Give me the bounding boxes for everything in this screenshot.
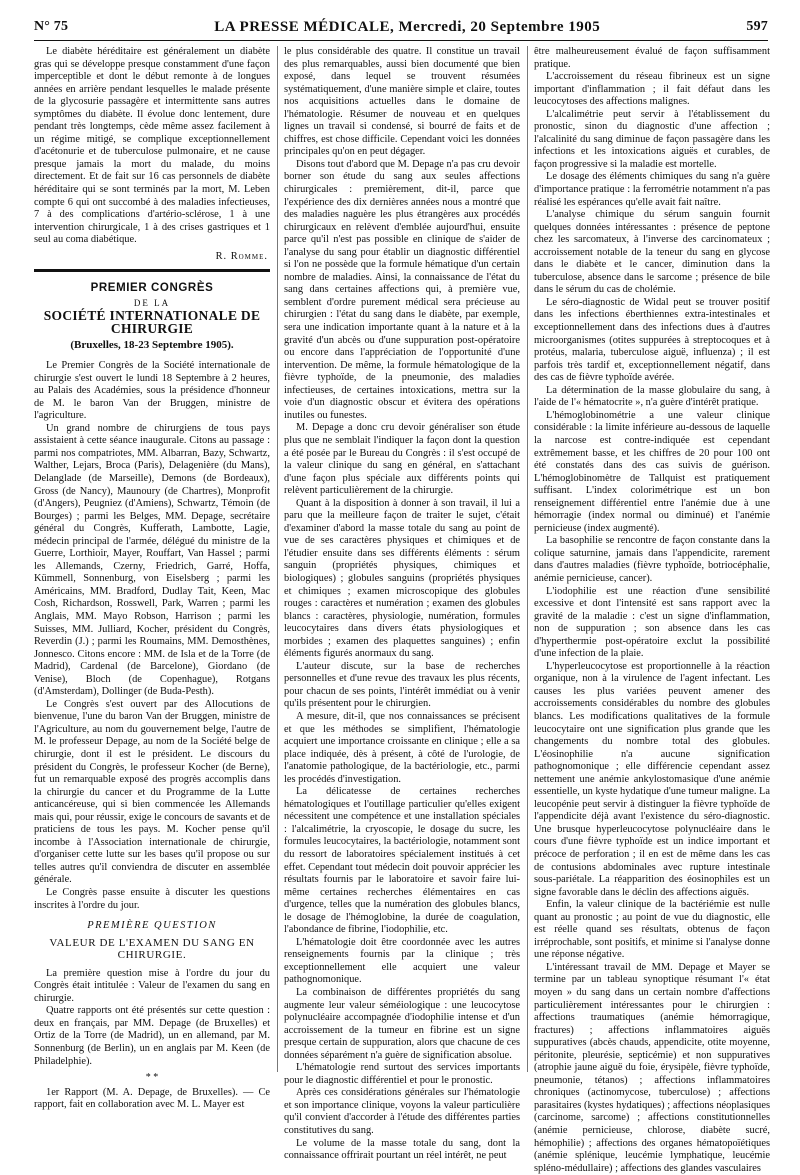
paragraph: Après ces considérations générales sur l'hématologie et son importance clinique, voyons la valeur particulière qu'il convient d'accorder à l'étude des différentes parties constitutives du sang. [284,1087,520,1137]
paragraph: L'iodophilie est une réaction d'une sensibilité excessive et dont l'intensité est sans rapport avec la gravité de la maladie : c'est un signe d'inflammation, non de suppuration ; son absence dans les cas d'hyperthermie post-opératoire exclut la possibilité d'une infection de la plaie. [534,585,770,660]
congress-heading [34,282,270,352]
journal-title: LA PRESSE MÉDICALE, Mercredi, 20 Septembre 1905 [214,18,601,35]
section-stars: * * [145,1072,159,1084]
column-3 [534,46,770,1174]
paragraph: A mesure, dit-il, que nos connaissances se précisent et que les méthodes se simplifient, l'hématologie acquiert une importance croissante en clinique ; elle a sa place indiquée, dès à présent, à côté de l'urologie, de l'anatomie pathologique, de la bactériologie, etc., parmi les procédés d'investigation. [284,710,520,785]
paragraph: La délicatesse de certaines recherches hématologiques et l'outillage particulier qu'elles exigent nécessitent une compétence et une installation spéciales : l'alcalimétrie, la cryoscopie, le dosage du sucre, les formules leucocytaires, la bactériologie, notamment sont du ressort de laboratoires spécialement institués à cet effet. Cependant tout médecin doit pouvoir apprécier les résultats fournis par le laboratoire et savoir faire lui-même certaines recherches élémentaires en cas d'urgence, telles que la numération des globules blancs, le dosage de l'hémoglobine, la durée de coagulation, l'abondance de fibrine, l'iodophilie, etc. [284,786,520,936]
section-rule [34,269,270,272]
paragraph: La détermination de la masse globulaire du sang, à l'aide de l'« hématocrite », n'a guère d'intérêt pratique. [534,384,770,409]
paragraph: L'alcalimétrie peut servir à l'établissement du pronostic, sinon du diagnostic d'une affection ; l'alcalinité du sang diminue de façon passagère dans les infections et les intoxications aiguës et curables, de façon progressive si la maladie est mortelle. [534,108,770,170]
paragraph: Quatre rapports ont été présentés sur cette question : deux en français, par MM. Depage (de Bruxelles) et Ortiz de la Torre (de Madrid), un en allemand, par M. Sonnenburg (de Berlin), un en anglais par M. Keen (de Philadelphie). [34,1005,270,1067]
paragraph: L'hyperleucocytose est proportionnelle à la réaction organique, non à la virulence de l'agent infectant. Les causes les plus variées peuvent amener des accroissements considérables du nombre des globules blancs. Les modifications qualitatives de la formule leucocytaire ont une signification plus grande que les changements du nombre total des globules. L'éosinophilie n'a aucune signification pathognomonique ; elle différencie cependant assez nettement une anémie ankylostomasique d'une anémie essentielle, un kyste hydatique d'une tumeur maligne. La leucopénie peut servir à distinguer la fièvre typhoïde de l'appendicite déjà avant l'existence du séro-diagnostic. Une brusque hyperleucocytose polynucléaire dans le cours d'une fièvre typhoïde est un indice important et précoce de perforation ; il en est de même dans les cas de contusions abdominales avec rupture intestinale sous-pariétale. La réapparition des éosinophiles est un signe favorable dans le déclin des affections aiguës. [534,660,770,898]
congress-heading-line: PREMIER CONGRÈS [90,282,214,295]
column-2 [284,46,520,1162]
paragraph: Le Congrès passe ensuite à discuter les questions inscrites à l'ordre du jour. [34,887,270,911]
header-rule [34,40,768,41]
column-divider [277,46,278,1072]
paragraph: Un grand nombre de chirurgiens de tous pays assistaient à cette séance inaugurale. Citons au passage : parmi nos compatriotes, MM. Albarran, Bazy, Schwartz, Walther, Lejars, Broca (Paris), Delagenière (du Mans), Delanglade (de Marseille), Demons (de Bordeaux), Gross (de Nancy), Maunoury (de Chartres), Monprofit (d'Angers), Peugniez (d'Amiens), Schwartz, Témoin (de Bourges) ; parmi les Belges, MM. Depage, secrétaire général du Congrès, Kufferath, Lambotte, Lagie, médecin principal de l'armée, délégué du ministre de la Guerre, Lorthioir, Mayer, Rouffart, Van Hassel ; parmi les Allemands, Czerny, Friedrich, Garré, Hoffa, Kümmell, Sonnenburg, von Eiselsberg ; parmi les Américains, MM. Bradford, Dudlay Tait, Keen, Mac Cosh, Richardson, Rosswell, Park, Warren ; parmi les Anglais, MM. Mayo Robson, Harrison ; parmi les Suisses, MM. Julliard, Kocher, président du Congrès, Reverdin (J.) ; parmi les Roumains, MM. Demosthènes, Jonnesco. Citons encore : MM. de Isla et de la Torre (de Madrid), Cardenal (de Barcelone), Giordano (de Venise), Bloch (de Copenhague), Rotgans (d'Amsterdam), Dollinger (de Buda-Pesth). [34,422,270,698]
paragraph: être malheureusement évalué de façon suffisamment pratique. [534,46,770,70]
paragraph: La première question mise à l'ordre du jour du Congrès était intitulée : Valeur de l'examen du sang en chirurgie. [34,967,270,1004]
paragraph: La basophilie se rencontre de façon constante dans la colique saturnine, jamais dans l'appendicite, rarement dans d'autres maladies (fièvre typhoïde, botriocéphalie, anémie pernicieuse, cancer). [534,535,770,584]
column-1 [34,46,270,1111]
question-title: VALEUR DE L'EXAMEN DU SANG EN CHIRURGIE. [49,936,255,962]
paragraph: L'hématologie doit être coordonnée avec les autres renseignements fournis par la clinique ; très exceptionnellement elle acquiert une valeur pathognomonique. [284,936,520,986]
paragraph: 1er Rapport (M. A. Depage, de Bruxelles). — Ce rapport, fait en collaboration avec M. L. Mayer est [34,1086,270,1111]
paragraph: L'analyse chimique du sérum sanguin fournit quelques données intéressantes : présence de peptone chez les sarcomateux, à l'inverse des carcinomateux ; accroissement notable de la teneur du sang en glycose dans le diabète et le cancer, diminution dans la tuberculose, absence dans le sarcome ; présence de bile dans le sérum du cas de cholémie. [534,209,770,296]
paragraph: Le volume de la masse totale du sang, dont la connaissance offrirait pourtant un réel intérêt, ne peut [284,1137,520,1162]
paragraph: Disons tout d'abord que M. Depage n'a pas cru devoir borner son étude du sang aux seules affections chirurgicales : premièrement, dit-il, parce que l'expérience des dix dernières années nous a montré que des maladies naguère les plus étrangères aux procédés chirurgicaux en relèvent d'emblée aujourd'hui, ensuite parce qu'il n'est pas possible en clinique de s'aider de l'analyse du sang pour établir un diagnostic différentiel si l'on ne possède que la formule hématique d'un certain nombre de maladies. Ainsi, la connaissance de l'état du sang dans certaines affections qui, à première vue, semblent d'ordre purement médical sera précieuse au chirurgien : l'état du sang dans le diabète, par exemple, sera une indication importante quant à la nature et à la gravité d'un abcès ou d'une suppuration post-opératoire ou encore dans l'appréciation de l'opportunité d'une intervention. De même, la formule hématologique de la fièvre typhoïde, de la pneumonie, des maladies infectieuses, de certaines intoxications, mettra sur la voie d'un diagnostic obscur et évitera des opérations inutiles ou funestes. [284,158,520,421]
column-divider [527,46,528,1072]
paragraph: le plus considérable des quatre. Il constitue un travail des plus remarquables, aussi bien documenté que bien exposé, dans lequel se trouvent résumées systématiquement, d'une manière simple et claire, toutes nos acquisitions actuelles dans le domaine de l'hématologie. Résumer de nouveau et en quelques lignes un travail si condensé, si bourré de faits et de chiffres, est chose difficile. Cependant voici les données principales qu'on en peut dégager. [284,46,520,158]
paragraph: Le Congrès s'est ouvert par des Allocutions de bienvenue, l'une du baron Van der Bruggen, ministre de l'Agriculture, au nom du gouvernement belge, l'autre de M. le professeur Depage, au nom de la Société belge de chirurgie, dont il est le président. Le discours du président du Congrès, le professeur Kocher (de Berne), fut un remarquable exposé des progrès accomplis dans la chirurgie du cancer et du Programme de la Lutte anticancéreuse, qui si bien commencée les Allemands mais qui, pour réussir, exige le concours de savants et de praticiens de tous les pays. M. Kocher pense qu'il incombe à l'Association internationale de chirurgie, d'organiser cette lutte sur les bases qu'il propose ou sur telles autres qu'il conviendra de discuter en assemblée générale. [34,698,270,886]
paragraph: Le diabète héréditaire est généralement un diabète gras qui se développe presque constamment d'une façon imperceptible et dont le début remonte à de longues années en arrière pendant lesquelles le malade présente de la glycosurie passagère et intermittente sans autres symptômes du diabète. Il évolue donc lentement, dure pendant très longtemps, cède même assez facilement à un régime mitigé, se complique exceptionnellement d'acétonurie et de tuberculose pulmonaire, et ne cause presque jamais la mort du malade, du moins directement. Et de fait sur 16 cas personnels de diabète héréditaire qui se sont terminés par la mort, M. Leben compte 6 qui ont succombé à des maladies infectieuses, 7 à des complications d'artério-sclérose, 1 à une intervention chirurgicale, 1 à des crises gastriques et 1 seul au coma diabétique. [34,46,270,246]
page-header [34,16,768,38]
author-signature: R. Romme. [215,250,268,262]
paragraph: Le séro-diagnostic de Widal peut se trouver positif dans les infections éberthiennes extra-intestinales et exceptionnellement dans des infections dues à d'autres microorganismes (otites suppurées à streptocoques et à protéus, malaria, tuberculose aiguë, influenza) ; il est parfois très tardif et, exceptionnellement négatif, dans des cas de fièvre typhoïde avérée. [534,296,770,384]
paragraph: L'intéressant travail de MM. Depage et Mayer se termine par un tableau synoptique résumant l'« état moyen » du sang dans un certain nombre d'affections particulièrement intéressantes pour le chirurgien : affections traumatiques (anémie hémorragique, fractures) ; affections inflammatoires aiguës suppuratives (abcès chauds, appendicite, otite moyenne, péritonite, pleurésie, septicémie) et non suppuratives (atrophie jaune aiguë du foie, érysipèle, fièvre typhoïde, pneumonie, tétanos) ; affections inflammatoires chroniques (actinomycose, tuberculose) ; affections parasitaires (kystes hydatiques) ; affections néoplasiques (carcinome, sarcome) ; affections constitutionnelles (anémie pernicieuse, chlorose, diabète sucré, hémophilie) ; affections des organes hématopoïétiques (anémie splénique, leucémie lymphatique, leucémie spléno-médullaire) ; affections des glandes vasculaires [534,961,770,1174]
paragraph: L'auteur discute, sur la base de recherches personnelles et d'une revue des travaux les plus récents, pour chacun de ses points, l'intérêt immédiat ou à venir qu'ils présentent pour le chirurgien. [284,660,520,710]
paragraph: L'hémoglobinométrie a une valeur clinique considérable : la limite inférieure au-dessous de laquelle la narcose est contre-indiquée est cependant extrêmement basse, et les chiffres de 20 pour 100 ont été constatés dans des cas suivis de guérison. L'hémoglobinomètre de Tallquist est pratiquement suffisant. L'index colorimétrique est un bon renseignement différentiel entre l'anémie due à une hémorragie (index normal ou diminué) et l'anémie pernicieuse (index augmenté). [534,409,770,534]
paragraph: M. Depage a donc cru devoir généraliser son étude plus que ne semblait l'indiquer la façon dont la question a été posée par le Bureau du Congrès : il s'est occupé de la valeur clinique du sang en général, en s'attachant d'une façon plus spéciale aux différents points qui relèvent particulièrement de la chirurgie. [284,422,520,497]
issue-number: N° 75 [34,19,69,34]
congress-heading-dates: (Bruxelles, 18-23 Septembre 1905). [70,339,234,352]
paragraph: Quant à la disposition à donner à son travail, il lui a paru que la meilleure façon de traiter le sujet, c'était d'examiner d'abord la masse totale du sang au point de vue de ses caractères physiques et chimiques et de l'étudier ensuite dans ses différents éléments : sérum sanguin (propriétés physiques, chimiques et biologiques) ; globules sanguins (propriétés physiques et chimiques ; examen microscopique des globules rouges : caractères et numération ; examen des globules blancs : caractères, physiologie, numération, formules leucocytaires dans divers états physiologiques et morbides ; examen des plaquettes sanguines) ; enfin éléments figurés anormaux du sang. [284,497,520,660]
paragraph: Le Premier Congrès de la Société internationale de chirurgie s'est ouvert le lundi 18 Septembre à 2 heures, au Palais des Académies, sous la présidence d'honneur de M. le baron Van der Bruggen, ministre de l'agriculture. [34,360,270,422]
paragraph: L'accroissement du réseau fibrineux est un signe important d'inflammation ; il fait défaut dans les leucocytoses des affections malignes. [534,71,770,108]
paragraph: Enfin, la valeur clinique de la bactériémie est nulle quant au pronostic ; au point de vue du diagnostic, elle est réelle quand ses résultats, obtenus de façon irréprochable, sont positifs, et minime si l'analyse donne une réponse négative. [534,899,770,961]
paragraph: La combinaison de différentes propriétés du sang augmente leur valeur séméiologique : une leucocytose polynucléaire accompagnée d'iodophilie intense et d'un accroissement de la tumeur en fibrine est un signe presque certain de suppuration, alors que chacune de ces données séparément n'a guère de signification absolue. [284,987,520,1061]
congress-heading-line: DE LA [133,297,171,308]
page-number: 597 [746,19,768,34]
paragraph: L'hématologie rend surtout des services importants pour le diagnostic différentiel et pour le pronostic. [284,1062,520,1086]
paragraph: Le dosage des éléments chimiques du sang n'a guère d'importance pratique : la ferrométrie notamment n'a pas réalisé les espérances qu'elle avait fait naître. [534,171,770,208]
question-number: PREMIÈRE QUESTION [87,920,217,932]
question-heading [34,920,270,962]
congress-heading-title: SOCIÉTÉ INTERNATIONALE DE CHIRURGIE [43,308,261,336]
